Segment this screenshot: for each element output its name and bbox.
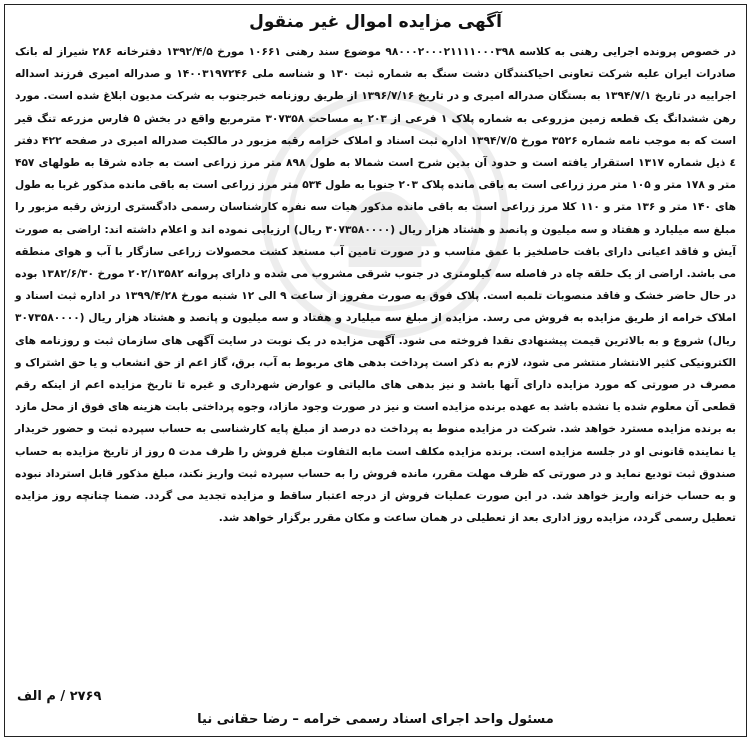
notice-frame [4, 4, 747, 737]
notice-title: آگهی مزایده اموال غیر منقول [249, 12, 502, 32]
notice-code: ۲۷۶۹ / م الف [17, 689, 102, 704]
notice-signature: مسئول واحد اجرای اسناد رسمی خرامه – رضا حقانی نیا [197, 712, 554, 727]
notice-body: در خصوص پرونده اجرایی رهنی به کلاسه ۹۸۰۰۰۲۰۰۰۲۱۱۱۱۰۰۰۳۹۸ موضوع سند رهنی ۱۰۶۶۱ مورخ ۱۳۹۲/۴/۵ دفترخانه ۲۸۶ شیراز له بانک صادرات ایران علیه شرکت تعاونی احیاکنندگان دشت سنگ به شماره ثبت ۱۳۰ و شناسه ملی ۱۴۰۰۳۱۹۷۲۴۶ و صدراله امیری فرزند اسداله اجراییه در تاریخ ۱۳۹۴/۷/۱ به بستگان صدراله امیری و در تاریخ ۱۳۹۶/۷/۱۶ از طریق روزنامه خبرجنوب به شرکت مدیون ابلاغ شده است. مورد رهن ششدانگ یک قطعه زمین مزروعی به شماره پلاک ۱ فرعی از ۲۰۳ به مساحت ۳۰۷۳۵۸ مترمربع واقع در بخش ۵ فارس مزرعه تنگ قیر است که به موجب نامه شماره ۳۵۲۶ مورخ ۱۳۹۴/۷/۵ اداره ثبت اسناد و املاک خرامه رقبه مزبور در مالکیت صدراله امیری در صفحه ۴۲۲ دفتر ٤ ذیل شماره ۱۳۱۷ استقرار یافته است و حدود آن بدین شرح است شمالا به طول ۸۹۸ متر مرز زراعی است به جاده شرقا به طولهای ۴۵۷ متر و ۱۷۸ متر و ۱۰۵ متر مرز زراعی است به باقی مانده پلاک ۲۰۳ جنوبا به طول ۵۳۴ متر مرز زراعی است به باقی مانده مذکور غربا به طول های ۱۴۰ متر و ۱۳۶ متر و ۱۱۰ کلا مرز زراعی است به باقی مانده مذکور هیات سه نفره کارشناسان رسمی دادگستری ارزش رقبه مزبور را مبلغ سه میلیارد و هفتاد و سه میلیون و پانصد و هشتاد هزار ریال (۳۰۷۳۵۸۰۰۰۰ ریال) ارزیابی نموده اند و اعلام داشته اند: اراضی به صورت آیش و فاقد اعیانی دارای بافت حاصلخیز با عمق مناسب و در صورت تامین آب مستعد کشت محصولات زراعی سازگار با آب و هوای منطقه می باشد. اراضی از یک حلقه چاه در فاصله سه کیلومتری در جنوب شرقی مشروب می شده و دارای پروانه ۲۰۲/۱۳۵۸۲ مورخ ۱۳۸۲/۶/۳۰ بوده در حال حاضر خشک و فاقد منصوبات تلمبه است. پلاک فوق به صورت مفروز از ساعت ۹ الی ۱۲ شنبه مورخ ۱۳۹۹/۴/۲۸ در اداره ثبت اسناد و املاک خرامه از طریق مزایده به فروش می رسد. مزایده از مبلغ سه میلیارد و هفتاد و سه میلیون و پانصد و هشتاد هزار ریال (۳۰۷۳۵۸۰۰۰۰ ریال) شروع و به بالاترین قیمت پیشنهادی نقدا فروخته می شود. آگهی مزایده در یک نوبت در سایت آگهی های سازمان ثبت و روزنامه های الکترونیکی کثیر الانتشار منتشر می شود، لازم به ذکر است پرداخت بدهی های مربوط به آب، برق، گاز اعم از حق انشعاب و یا حق اشتراک و مصرف در صورتی که مورد مزایده دارای آنها باشد و نیز بدهی های مالیاتی و عوارض شهرداری و غیره تا تاریخ مزایده اعم از اینکه رقم قطعی آن معلوم شده یا نشده باشد به عهده برنده مزایده است و نیز در صورت وجود مازاد، وجوه پرداختی بابت هزینه های فوق از محل مازد به برنده مزایده مسترد خواهد شد. شرکت در مزایده منوط به پرداخت ده درصد از مبلغ پایه کارشناسی به حساب سپرده ثبت و حضور خریدار یا نماینده قانونی او در جلسه مزایده است. برنده مزایده مکلف است مابه التفاوت مبلغ فروش را ظرف مدت ۵ روز از تاریخ مزایده به حساب صندوق ثبت تودیع نماید و در صورتی که ظرف مهلت مقرر، مانده فروش را به حساب سپرده ثبت واریز نکند، مبلغ مذکور قابل استرداد نبوده و به حساب خزانه واریز خواهد شد. در این صورت عملیات فروش از درجه اعتبار ساقط و مزایده تجدید می گردد. ضمنا چنانچه روز مزایده تعطیل رسمی گردد، مزایده روز اداری بعد از تعطیلی در همان ساعت و مکان مقرر برگزار خواهد شد. [15, 46, 737, 525]
